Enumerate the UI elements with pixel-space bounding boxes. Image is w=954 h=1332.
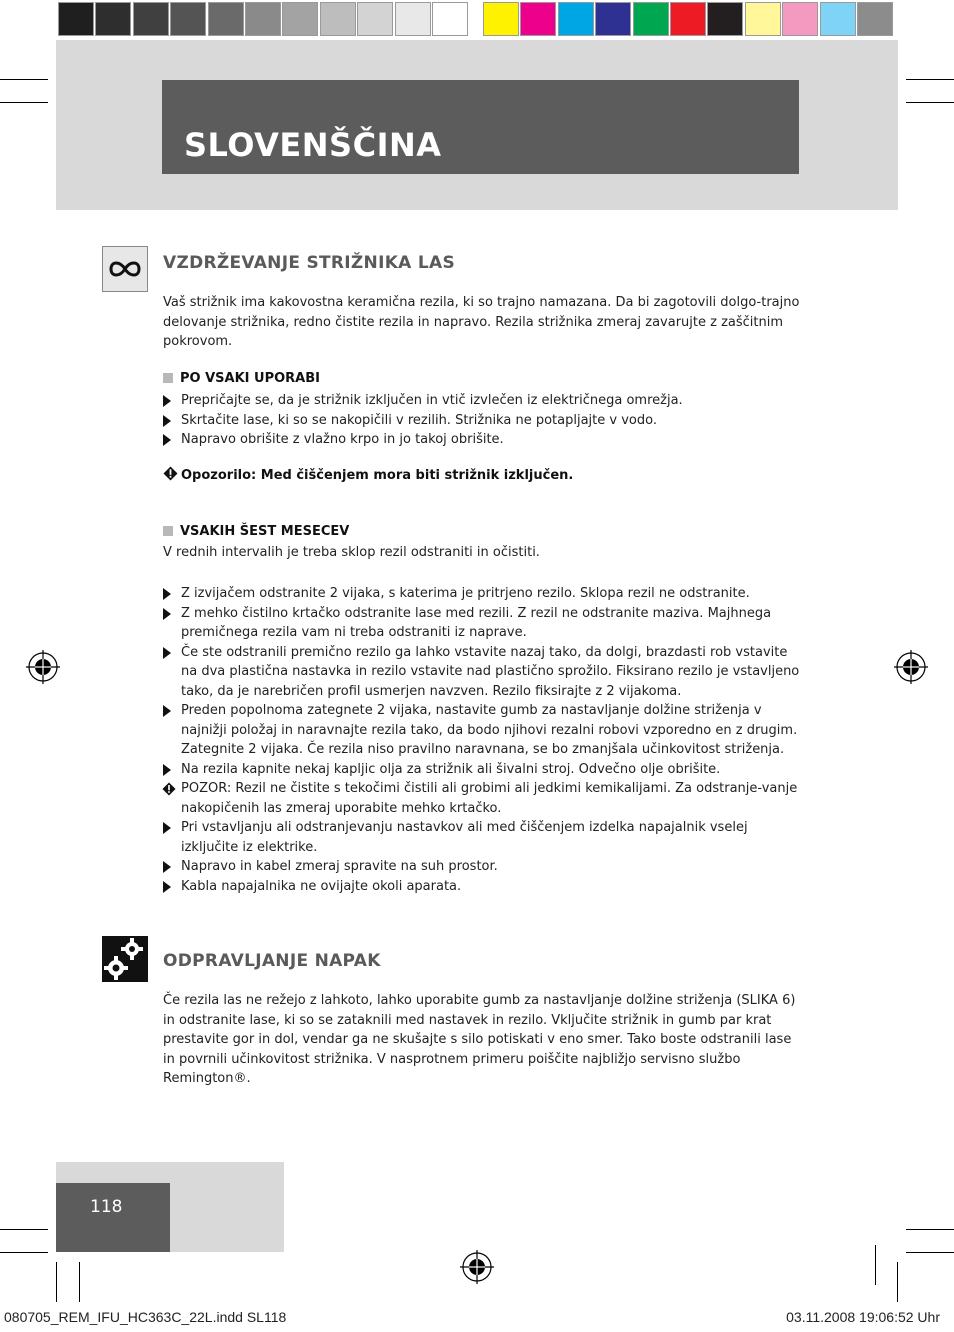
list-item: Če ste odstranili premično rezilo ga lahko vstavite nazaj tako, da dolgi, brazdasti rob vstavite na dva plastična nastavka in rezilo vstavite nad plastično sprožilo. Fiksirano rezilo je vstavljeno tako, da je narebričen profil usmerjen navzven. Rezilo fiksirajte z 2 vijakoma. xyxy=(163,643,803,702)
list-item: Preden popolnoma zategnete 2 vijaka, nastavite gumb za nastavljanje dolžine striženja v najnižji položaj in naravnajte rezila tako, da bodo njihovi rezalni robovi vzporedno en z drugim. Zategnite 2 vijaka. Če rezila niso pravilno naravnana, se bo zmanjšala učinkovitost striženja. xyxy=(163,701,803,760)
registration-mark-icon xyxy=(26,650,60,684)
color-swatch xyxy=(595,2,631,36)
color-swatch xyxy=(58,2,94,36)
crop-mark xyxy=(897,1262,898,1302)
square-bullet-icon xyxy=(163,373,173,383)
list-item: Pri vstavljanju ali odstranjevanju nastavkov ali med čiščenjem izdelka napajalnik vselej izključite iz elektrike. xyxy=(163,818,803,857)
arrow-bullet-icon xyxy=(163,395,171,407)
list-item: Napravo in kabel zmeraj spravite na suh prostor. xyxy=(163,857,803,877)
section-title-troubleshooting: ODPRAVLJANJE NAPAK xyxy=(163,951,381,971)
color-swatch xyxy=(558,2,594,36)
arrow-bullet-icon xyxy=(163,705,171,717)
crop-mark xyxy=(0,102,48,103)
warning-icon xyxy=(163,466,178,481)
crop-mark xyxy=(0,79,48,80)
color-swatch xyxy=(820,2,856,36)
color-swatch xyxy=(520,2,556,36)
grayscale-color-bar xyxy=(58,2,469,38)
crop-mark xyxy=(906,1229,954,1230)
color-swatch xyxy=(483,2,519,36)
warning-icon xyxy=(162,782,176,796)
list-item: Kabla napajalnika ne ovijajte okoli aparata. xyxy=(163,877,803,897)
arrow-bullet-icon xyxy=(163,881,171,893)
after-use-list xyxy=(163,391,803,450)
color-swatch xyxy=(782,2,818,36)
square-bullet-icon xyxy=(163,526,173,536)
six-months-list xyxy=(163,584,803,896)
subheading-six-months: VSAKIH ŠEST MESECEV xyxy=(163,524,349,539)
arrow-bullet-icon xyxy=(163,608,171,620)
arrow-bullet-icon xyxy=(163,434,171,446)
process-color-bar xyxy=(483,2,894,38)
troubleshooting-text: Če rezila las ne režejo z lahkoto, lahko uporabite gumb za nastavljanje dolžine striženja (SLIKA 6) in odstranite lase, ki so se zataknili med nastavek in rezilo. Vključite strižnik in gumb par krat prestavite gor in dol, vendar ga ne skušajte s silo potiskati v eno smer. Tako boste odstranili lase in povrnili učinkovitost strižnika. V nasprotnem primeru poiščite najbližjo servisno službo Remington®. xyxy=(163,993,796,1086)
gears-icon xyxy=(102,936,148,982)
registration-mark-icon xyxy=(460,1250,494,1284)
crop-mark xyxy=(0,1252,48,1253)
color-swatch xyxy=(208,2,244,36)
color-swatch xyxy=(320,2,356,36)
list-item: Z mehko čistilno krtačko odstranite lase med rezili. Z rezil ne odstranite maziva. Majhnega premičnega rezila vam ni treba odstraniti iz naprave. xyxy=(163,604,803,643)
arrow-bullet-icon xyxy=(163,822,171,834)
color-swatch xyxy=(857,2,893,36)
list-item: Z izvijačem odstranite 2 vijaka, s katerima je pritrjeno rezilo. Sklopa rezil ne odstranite. xyxy=(163,584,803,604)
color-swatch xyxy=(745,2,781,36)
arrow-bullet-icon xyxy=(163,764,171,776)
arrow-bullet-icon xyxy=(163,647,171,659)
title-box xyxy=(162,80,799,174)
crop-mark xyxy=(0,1229,48,1230)
section-title-maintenance: VZDRŽEVANJE STRIŽNIKA LAS xyxy=(163,253,455,273)
subheading-after-use: PO VSAKI UPORABI xyxy=(163,371,320,386)
arrow-bullet-icon xyxy=(163,415,171,427)
warning-list-item: POZOR: Rezil ne čistite s tekočimi čistili ali grobimi ali jedkimi kemikalijami. Za odstranje-vanje nakopičenih las zmeraj uporabite mehko krtačko. xyxy=(163,779,803,818)
color-swatch xyxy=(633,2,669,36)
arrow-bullet-icon xyxy=(163,861,171,873)
infinity-icon xyxy=(102,246,148,292)
list-item: Skrtačite lase, ki so se nakopičili v rezilih. Strižnika ne potapljajte v vodo. xyxy=(163,411,803,431)
list-item: Napravo obrišite z vlažno krpo in jo takoj obrišite. xyxy=(163,430,803,450)
registration-mark-icon xyxy=(894,650,928,684)
warning-after-use: Opozorilo: Med čiščenjem mora biti strižnik izključen. xyxy=(163,466,573,483)
crop-mark xyxy=(79,1262,80,1302)
color-swatch xyxy=(395,2,431,36)
color-swatch xyxy=(133,2,169,36)
list-item: Na rezila kapnite nekaj kapljic olja za strižnik ali šivalni stroj. Odvečno olje obrišite. xyxy=(163,760,803,780)
color-swatch xyxy=(95,2,131,36)
crop-mark xyxy=(906,79,954,80)
crop-mark xyxy=(875,1245,876,1285)
crop-mark xyxy=(906,1252,954,1253)
page-number-box xyxy=(56,1183,170,1252)
crop-mark xyxy=(906,102,954,103)
page-title: SLOVENŠČINA xyxy=(184,126,442,164)
color-swatch xyxy=(670,2,706,36)
list-item: Prepričajte se, da je strižnik izključen in vtič izvlečen iz električnega omrežja. xyxy=(163,391,803,411)
color-swatch xyxy=(282,2,318,36)
arrow-bullet-icon xyxy=(163,588,171,600)
color-swatch xyxy=(707,2,743,36)
maintenance-intro: Vaš strižnik ima kakovostna keramična rezila, ki so trajno namazana. Da bi zagotovili dolgo-trajno delovanje strižnika, redno čistite rezila in napravo. Rezila strižnika zmeraj zavarujte z zaščitnim pokrovom. xyxy=(163,295,800,349)
page-number: 118 xyxy=(90,1197,123,1217)
color-swatch xyxy=(170,2,206,36)
color-swatch xyxy=(245,2,281,36)
timestamp: 03.11.2008 19:06:52 Uhr xyxy=(786,1309,940,1325)
color-swatch xyxy=(357,2,393,36)
crop-mark xyxy=(56,1262,57,1302)
six-months-intro: V rednih intervalih je treba sklop rezil odstraniti in očistiti. xyxy=(163,545,540,560)
file-info: 080705_REM_IFU_HC363C_22L.indd SL118 xyxy=(4,1309,287,1325)
color-swatch xyxy=(432,2,468,36)
